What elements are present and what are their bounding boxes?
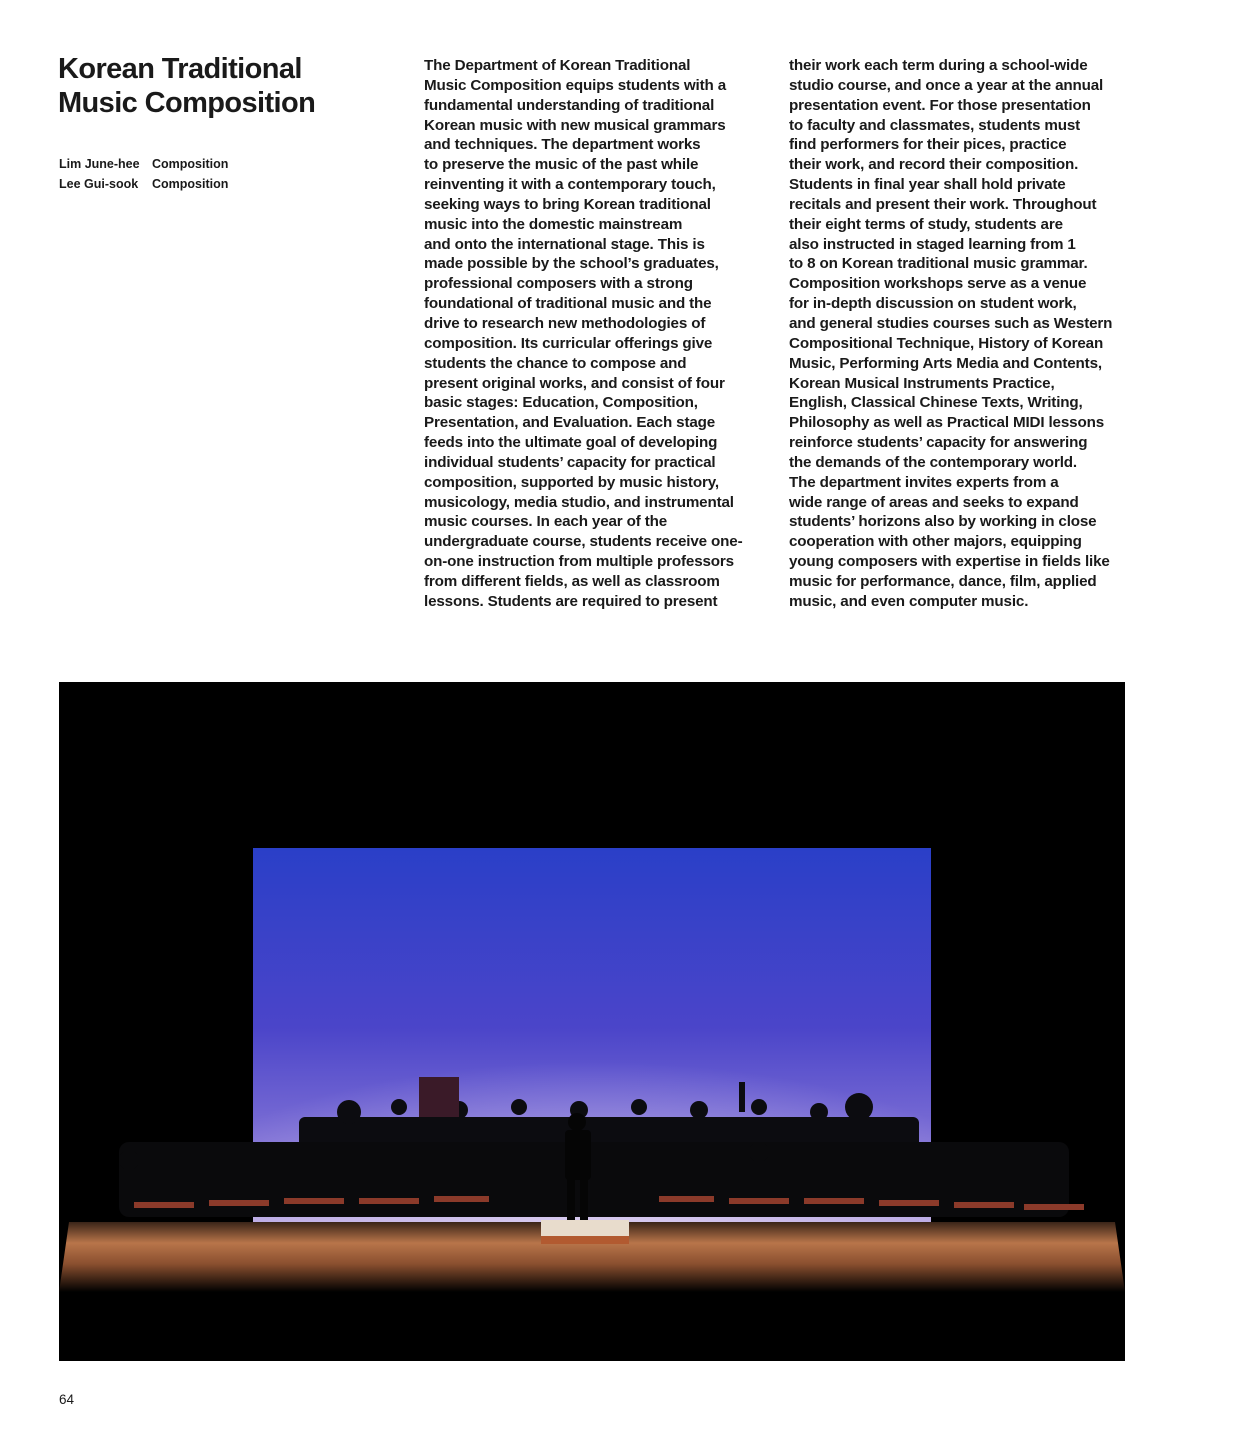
text-line: Composition workshops serve as a venue <box>789 275 1087 293</box>
text-line: students’ horizons also by working in close <box>789 513 1097 531</box>
text-line: reinforce students’ capacity for answering <box>789 434 1088 452</box>
text-line: made possible by the school’s graduates, <box>424 255 719 273</box>
text-line: presentation event. For those presentation <box>789 96 1091 114</box>
body-text-column-2 <box>789 56 1134 612</box>
text-line: drive to research new methodologies of <box>424 314 706 332</box>
text-line: to faculty and classmates, students must <box>789 116 1081 134</box>
faculty-role: Composition <box>152 177 229 191</box>
text-line: Presentation, and Evaluation. Each stage <box>424 414 716 432</box>
text-line: The Department of Korean Traditional <box>424 57 691 74</box>
text-line: their eight terms of study, students are <box>789 215 1063 233</box>
text-line: cooperation with other majors, equipping <box>789 533 1082 551</box>
text-line: also instructed in staged learning from 1 <box>789 235 1076 253</box>
page-title <box>58 52 388 120</box>
text-line: from different fields, as well as classroom <box>424 572 720 590</box>
faculty-list <box>59 154 228 194</box>
text-line: and techniques. The department works <box>424 136 701 154</box>
text-line: English, Classical Chinese Texts, Writing, <box>789 394 1083 412</box>
text-line: Students in final year shall hold private <box>789 176 1066 194</box>
text-line: Compositional Technique, History of Korean <box>789 334 1104 352</box>
text-line: the demands of the contemporary world. <box>789 453 1077 471</box>
text-line: The department invites experts from a <box>789 473 1059 491</box>
text-line: on-one instruction from multiple professors <box>424 553 734 571</box>
faculty-row <box>59 174 228 194</box>
text-line: for in-depth discussion on student work, <box>789 295 1077 313</box>
text-line: professional composers with a strong <box>424 275 693 293</box>
text-line: Korean music with new musical grammars <box>424 116 726 134</box>
faculty-name: Lim June-hee <box>59 157 140 171</box>
text-line: music for performance, dance, film, applied <box>789 572 1097 590</box>
text-line: to preserve the music of the past while <box>424 156 699 174</box>
text-line: Korean Musical Instruments Practice, <box>789 374 1055 392</box>
title-line: Korean Traditional <box>58 53 302 85</box>
text-line: and onto the international stage. This is <box>424 235 705 253</box>
text-line: their work each term during a school-wide <box>789 57 1088 74</box>
text-line: young composers with expertise in fields like <box>789 553 1110 571</box>
faculty-name: Lee Gui-sook <box>59 177 139 191</box>
text-line: composition, supported by music history, <box>424 473 719 491</box>
text-line: individual students’ capacity for practical <box>424 453 716 471</box>
title-line: Music Composition <box>58 87 316 119</box>
text-line: music into the domestic mainstream <box>424 215 683 233</box>
conductor-podium <box>541 1220 629 1238</box>
text-line: seeking ways to bring Korean traditional <box>424 195 711 213</box>
text-line: Music Composition equips students with a <box>424 76 726 94</box>
text-line: find performers for their pices, practice <box>789 136 1067 154</box>
text-line: basic stages: Education, Composition, <box>424 394 698 412</box>
text-line: and general studies courses such as Western <box>789 314 1113 332</box>
text-line: recitals and present their work. Throughout <box>789 195 1097 213</box>
text-line: lessons. Students are required to present <box>424 592 718 610</box>
text-line: Music, Performing Arts Media and Contents, <box>789 354 1102 372</box>
text-line: to 8 on Korean traditional music grammar. <box>789 255 1088 273</box>
page-number: 64 <box>59 1392 75 1407</box>
text-line: music courses. In each year of the <box>424 513 668 531</box>
stage-floor <box>59 1287 1125 1361</box>
orchestra-photo <box>59 682 1125 1361</box>
text-line: music, and even computer music. <box>789 592 1029 610</box>
text-line: their work, and record their composition. <box>789 156 1079 174</box>
faculty-row <box>59 154 228 174</box>
body-text-column-1 <box>424 56 769 612</box>
text-line: students the chance to compose and <box>424 354 687 372</box>
text-line: present original works, and consist of four <box>424 374 725 392</box>
text-line: composition. Its curricular offerings give <box>424 334 713 352</box>
faculty-role: Composition <box>152 157 229 171</box>
text-line: feeds into the ultimate goal of developing <box>424 434 718 452</box>
text-line: undergraduate course, students receive one- <box>424 533 743 551</box>
text-line: musicology, media studio, and instrumental <box>424 493 734 511</box>
text-line: Philosophy as well as Practical MIDI lessons <box>789 414 1104 432</box>
text-line: fundamental understanding of traditional <box>424 96 715 114</box>
text-line: studio course, and once a year at the annual <box>789 76 1104 94</box>
text-line: reinventing it with a contemporary touch, <box>424 176 716 194</box>
text-line: wide range of areas and seeks to expand <box>789 493 1079 511</box>
text-line: foundational of traditional music and the <box>424 295 712 313</box>
